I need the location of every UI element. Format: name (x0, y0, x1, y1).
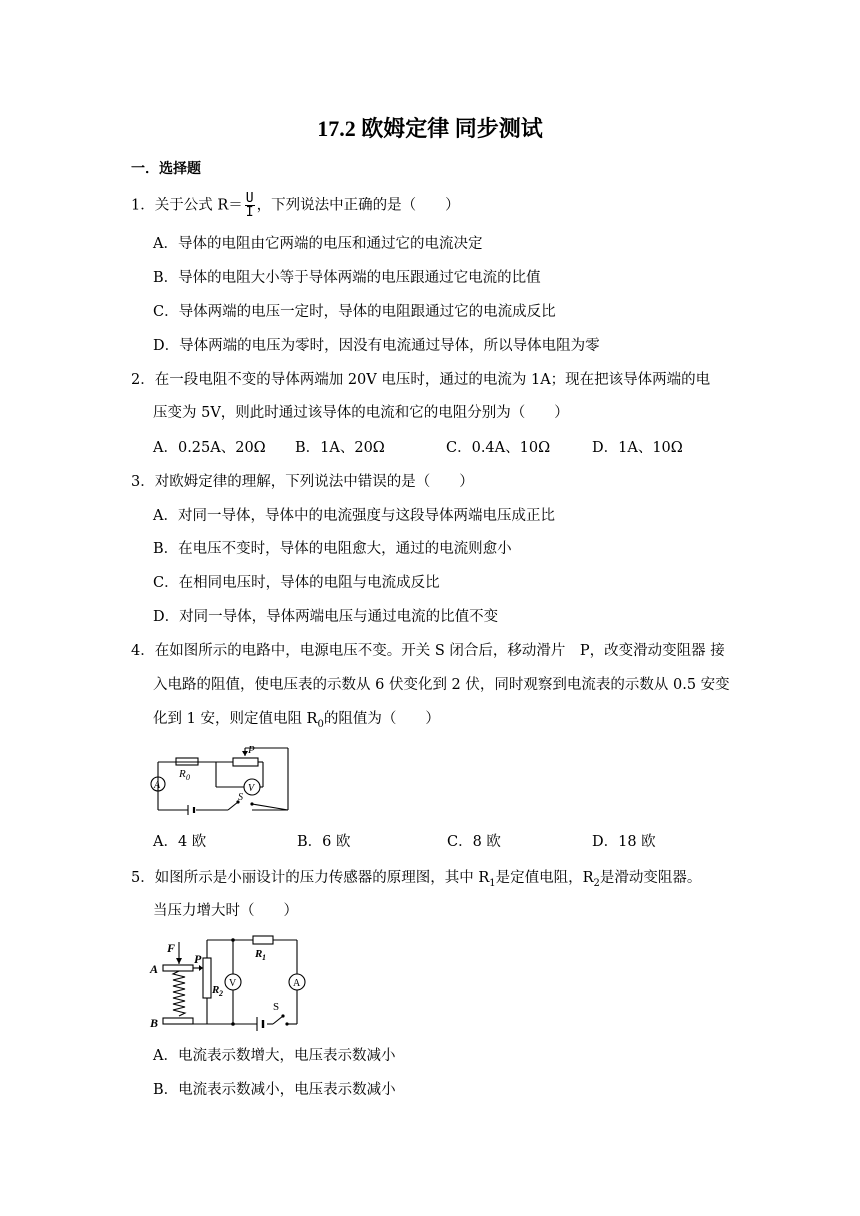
rheostat-label-p: P (248, 744, 255, 756)
question-3-option-a: A．对同一导体，导体中的电流强度与这段导体两端电压成正比 (153, 508, 555, 524)
r1-label-sub: 1 (262, 953, 266, 962)
resistor-label-sub: 0 (186, 773, 190, 782)
question-4-line-2: 入电路的阻值，使电压表的示数从 6 伏变化到 2 伏，同时观察到电流表的示数从 0.5 安变 (153, 677, 730, 693)
slider-label-p: P (194, 952, 202, 966)
plate-label-a: A (150, 962, 159, 976)
question-2-option-c: C．0.4A、10Ω (446, 440, 551, 456)
question-3-option-c: C．在相同电压时，导体的电阻与电流成反比 (153, 575, 440, 591)
resistor-label-r: R (179, 768, 186, 780)
r1-label: R (255, 948, 263, 960)
ammeter-label: A (154, 780, 161, 791)
question-5-line-1: 5．如图所示是小丽设计的压力传感器的原理图，其中 $R_1$是定值电阻，$R_2$是滑动变阻器。 (131, 870, 702, 889)
question-5-pressure-sensor-diagram (145, 930, 310, 1032)
question-1-option-a: A．导体的电阻由它两端的电压和通过它的电流决定 (153, 236, 483, 252)
question-4-option-d: D．18 欧 (592, 834, 656, 850)
question-5-option-a: A．电流表示数增大，电压表示数减小 (153, 1048, 396, 1064)
question-1-option-c: C．导体两端的电压一定时，导体的电阻跟通过它的电流成反比 (153, 304, 556, 320)
question-4-option-c: C．8 欧 (447, 834, 501, 850)
question-4-option-a: A．4 欧 (153, 834, 207, 850)
question-1-option-d: D．导体两端的电压为零时，因没有电流通过导体，所以导体电阻为零 (153, 338, 600, 354)
question-2-option-b: B．1A、20Ω (295, 440, 385, 456)
question-3-option-b: B．在电压不变时，导体的电阻愈大，通过的电流则愈小 (153, 541, 512, 557)
question-2-line-1: 2．在一段电阻不变的导体两端加 20V 电压时，通过的电流为 1A；现在把该导体两端的电 (131, 372, 711, 388)
force-label-f: F (167, 941, 176, 955)
page-title: 17.2 欧姆定律 同步测试 (317, 116, 543, 141)
voltmeter-label: V (248, 783, 255, 794)
question-3-option-d: D．对同一导体，导体两端电压与通过电流的比值不变 (153, 609, 499, 625)
question-1-stem: 1．关于公式 R＝ $\frac{U}{I}$ ，下列说法中正确的是（ ） (131, 191, 460, 220)
question-2-option-d: D．1A、10Ω (592, 440, 683, 456)
r2-label: R (212, 984, 220, 996)
ammeter-label: A (293, 978, 301, 989)
question-5-line-2: 当压力增大时（ ） (153, 903, 298, 919)
question-5-option-b: B．电流表示数减小，电压表示数减小 (153, 1082, 396, 1098)
question-4-line-3: 化到 1 安，则定值电阻 $R_0$的阻值为（ ） (153, 711, 440, 730)
question-4-circuit-diagram (148, 742, 294, 822)
voltmeter-label: V (229, 978, 237, 989)
question-4-option-b: B．6 欧 (297, 834, 351, 850)
switch-label: S (273, 1001, 280, 1013)
question-1-option-b: B．导体的电阻大小等于导体两端的电压跟通过它电流的比值 (153, 270, 541, 286)
switch-label: S (238, 792, 243, 803)
question-2-line-2: 压变为 5V，则此时通过该导体的电流和它的电阻分别为（ ） (153, 405, 569, 421)
question-3-stem: 3．对欧姆定律的理解，下列说法中错误的是（ ） (131, 474, 474, 490)
plate-label-b: B (150, 1016, 159, 1030)
question-2-option-a: A．0.25A、20Ω (153, 440, 266, 456)
r2-label-sub: 2 (219, 989, 223, 998)
question-4-line-1: 4．在如图所示的电路中，电源电压不变。开关 S 闭合后，移动滑片 P，改变滑动变阻器 接 (131, 643, 725, 659)
section-heading: 一．选择题 (131, 161, 201, 177)
fraction-u-over-i: $\frac{U}{I}$ (245, 191, 254, 220)
